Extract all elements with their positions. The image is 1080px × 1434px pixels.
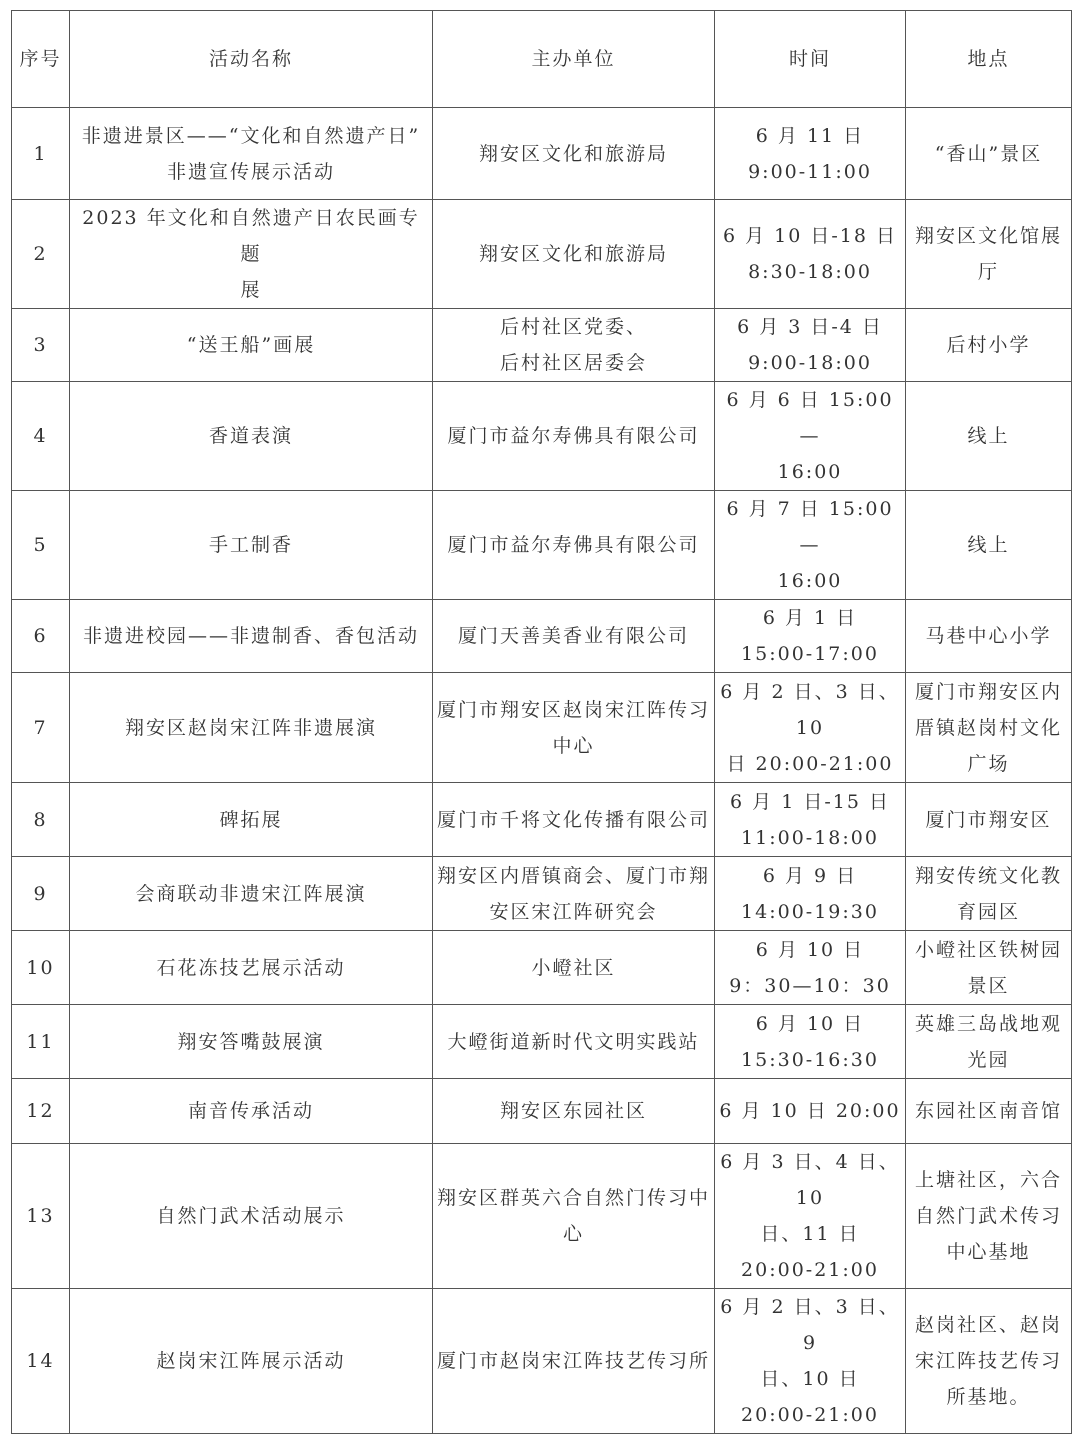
table-row bbox=[12, 108, 1072, 200]
cell-time: 6 月 11 日 9:00-11:00 bbox=[715, 108, 906, 200]
cell-no: 10 bbox=[12, 931, 70, 1005]
cell-organizer: 小嶝社区 bbox=[433, 931, 715, 1005]
cell-time: 6 月 2 日、3 日、9 日、10 日 20:00-21:00 bbox=[715, 1289, 906, 1434]
cell-location: 赵岗社区、赵岗 宋江阵技艺传习 所基地。 bbox=[906, 1289, 1072, 1434]
cell-time: 6 月 10 日-18 日 8:30-18:00 bbox=[715, 200, 906, 309]
table-row bbox=[12, 783, 1072, 857]
cell-location: 东园社区南音馆 bbox=[906, 1079, 1072, 1144]
table-row bbox=[12, 600, 1072, 673]
table-row bbox=[12, 1005, 1072, 1079]
cell-no: 14 bbox=[12, 1289, 70, 1434]
cell-no: 3 bbox=[12, 309, 70, 382]
cell-organizer: 厦门市益尔寿佛具有限公司 bbox=[433, 491, 715, 600]
cell-location: 英雄三岛战地观 光园 bbox=[906, 1005, 1072, 1079]
cell-activity-name: 手工制香 bbox=[70, 491, 433, 600]
cell-location: 翔安传统文化教 育园区 bbox=[906, 857, 1072, 931]
cell-activity-name: 非遗进校园——非遗制香、香包活动 bbox=[70, 600, 433, 673]
cell-time: 6 月 1 日 15:00-17:00 bbox=[715, 600, 906, 673]
cell-time: 6 月 10 日 9：30—10：30 bbox=[715, 931, 906, 1005]
cell-activity-name: 翔安答嘴鼓展演 bbox=[70, 1005, 433, 1079]
cell-time: 6 月 3 日-4 日 9:00-18:00 bbox=[715, 309, 906, 382]
cell-no: 11 bbox=[12, 1005, 70, 1079]
header-time: 时间 bbox=[715, 11, 906, 108]
cell-time: 6 月 10 日 15:30-16:30 bbox=[715, 1005, 906, 1079]
table-row bbox=[12, 309, 1072, 382]
cell-location: 上塘社区，六合 自然门武术传习 中心基地 bbox=[906, 1144, 1072, 1289]
header-activity-name: 活动名称 bbox=[70, 11, 433, 108]
cell-activity-name: 翔安区赵岗宋江阵非遗展演 bbox=[70, 673, 433, 783]
cell-no: 9 bbox=[12, 857, 70, 931]
cell-no: 1 bbox=[12, 108, 70, 200]
table-row bbox=[12, 673, 1072, 783]
activity-schedule-table bbox=[11, 10, 1072, 1434]
cell-activity-name: 赵岗宋江阵展示活动 bbox=[70, 1289, 433, 1434]
cell-location: 翔安区文化馆展 厅 bbox=[906, 200, 1072, 309]
cell-organizer: 翔安区群英六合自然门传习中 心 bbox=[433, 1144, 715, 1289]
cell-location: 厦门市翔安区内 厝镇赵岗村文化 广场 bbox=[906, 673, 1072, 783]
cell-no: 12 bbox=[12, 1079, 70, 1144]
cell-time: 6 月 1 日-15 日 11:00-18:00 bbox=[715, 783, 906, 857]
table-body bbox=[12, 108, 1072, 1434]
cell-location: “香山”景区 bbox=[906, 108, 1072, 200]
cell-time: 6 月 3 日、4 日、10 日、11 日 20:00-21:00 bbox=[715, 1144, 906, 1289]
cell-time: 6 月 7 日 15:00— 16:00 bbox=[715, 491, 906, 600]
cell-no: 13 bbox=[12, 1144, 70, 1289]
cell-activity-name: 南音传承活动 bbox=[70, 1079, 433, 1144]
cell-time: 6 月 6 日 15:00— 16:00 bbox=[715, 382, 906, 491]
header-no: 序号 bbox=[12, 11, 70, 108]
cell-location: 线上 bbox=[906, 491, 1072, 600]
cell-organizer: 翔安区东园社区 bbox=[433, 1079, 715, 1144]
cell-organizer: 厦门市翔安区赵岗宋江阵传习 中心 bbox=[433, 673, 715, 783]
cell-activity-name: 非遗进景区——“文化和自然遗产日” 非遗宣传展示活动 bbox=[70, 108, 433, 200]
cell-activity-name: 香道表演 bbox=[70, 382, 433, 491]
table-row bbox=[12, 931, 1072, 1005]
cell-organizer: 厦门市赵岗宋江阵技艺传习所 bbox=[433, 1289, 715, 1434]
header-location: 地点 bbox=[906, 11, 1072, 108]
cell-time: 6 月 9 日 14:00-19:30 bbox=[715, 857, 906, 931]
cell-no: 7 bbox=[12, 673, 70, 783]
cell-location: 厦门市翔安区 bbox=[906, 783, 1072, 857]
cell-organizer: 大嶝街道新时代文明实践站 bbox=[433, 1005, 715, 1079]
cell-activity-name: 碑拓展 bbox=[70, 783, 433, 857]
table-row bbox=[12, 200, 1072, 309]
cell-location: 后村小学 bbox=[906, 309, 1072, 382]
cell-organizer: 翔安区文化和旅游局 bbox=[433, 108, 715, 200]
cell-organizer: 厦门市益尔寿佛具有限公司 bbox=[433, 382, 715, 491]
cell-no: 4 bbox=[12, 382, 70, 491]
table-row bbox=[12, 1289, 1072, 1434]
cell-organizer: 后村社区党委、 后村社区居委会 bbox=[433, 309, 715, 382]
cell-location: 线上 bbox=[906, 382, 1072, 491]
cell-no: 2 bbox=[12, 200, 70, 309]
cell-no: 8 bbox=[12, 783, 70, 857]
cell-activity-name: 2023 年文化和自然遗产日农民画专题 展 bbox=[70, 200, 433, 309]
cell-organizer: 翔安区文化和旅游局 bbox=[433, 200, 715, 309]
cell-organizer: 厦门天善美香业有限公司 bbox=[433, 600, 715, 673]
cell-no: 6 bbox=[12, 600, 70, 673]
cell-organizer: 厦门市千将文化传播有限公司 bbox=[433, 783, 715, 857]
cell-activity-name: 会商联动非遗宋江阵展演 bbox=[70, 857, 433, 931]
cell-no: 5 bbox=[12, 491, 70, 600]
table-row bbox=[12, 382, 1072, 491]
cell-activity-name: 自然门武术活动展示 bbox=[70, 1144, 433, 1289]
cell-organizer: 翔安区内厝镇商会、厦门市翔 安区宋江阵研究会 bbox=[433, 857, 715, 931]
table-header-row bbox=[12, 11, 1072, 108]
cell-location: 马巷中心小学 bbox=[906, 600, 1072, 673]
cell-location: 小嶝社区铁树园 景区 bbox=[906, 931, 1072, 1005]
table-row bbox=[12, 857, 1072, 931]
cell-activity-name: 石花冻技艺展示活动 bbox=[70, 931, 433, 1005]
cell-time: 6 月 10 日 20:00 bbox=[715, 1079, 906, 1144]
cell-activity-name: “送王船”画展 bbox=[70, 309, 433, 382]
table-row bbox=[12, 1079, 1072, 1144]
table-row bbox=[12, 491, 1072, 600]
header-organizer: 主办单位 bbox=[433, 11, 715, 108]
table-row bbox=[12, 1144, 1072, 1289]
cell-time: 6 月 2 日、3 日、10 日 20:00-21:00 bbox=[715, 673, 906, 783]
